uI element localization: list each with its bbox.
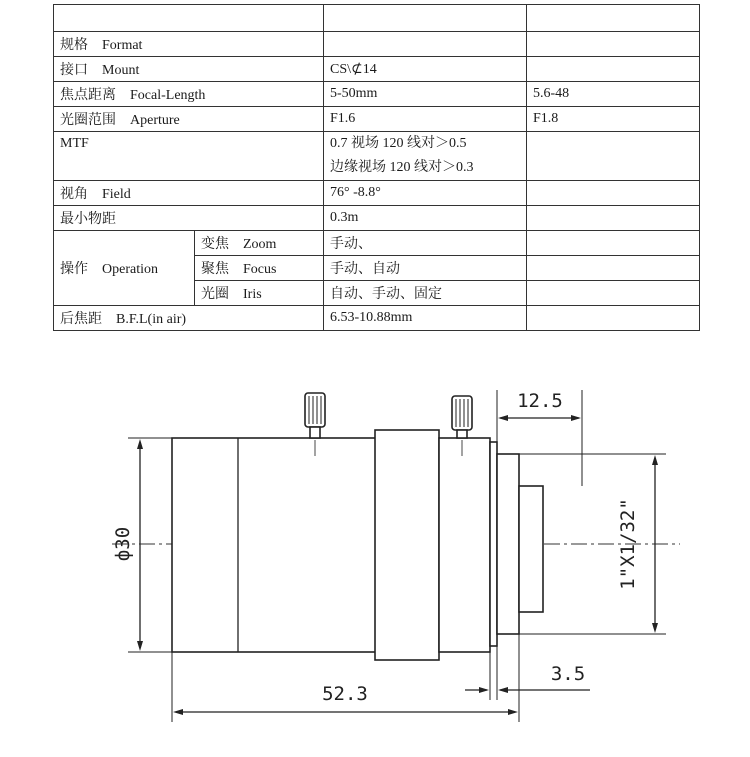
zoom-value-2	[527, 231, 700, 256]
table-row-focal-length	[54, 82, 700, 107]
lens-barrel-ring	[375, 430, 439, 660]
mount-value-2	[527, 57, 700, 82]
bfl-value: 6.53-10.88mm	[324, 306, 527, 331]
aperture-value: F1.6	[324, 107, 527, 132]
focus-value: 手动、自动	[324, 256, 527, 281]
thread-dimension-label: 1"X1/32"	[617, 498, 639, 590]
mtf-value: 0.7 视场 120 线对＞0.5 边缘视场 120 线对＞0.3	[324, 132, 527, 181]
mount-value: CS\⊄14	[324, 57, 527, 82]
iris-value: 自动、手动、固定	[324, 281, 527, 306]
field-value: 76° -8.8°	[324, 181, 527, 206]
zoom-label: 变焦 Zoom	[195, 231, 324, 256]
table-row-mount	[54, 57, 700, 82]
min-object-distance-label: 最小物距	[54, 206, 324, 231]
lens-dimension-drawing	[0, 360, 750, 757]
table-row-blank	[54, 5, 700, 32]
table-row-zoom	[54, 231, 700, 256]
table-row-bfl	[54, 306, 700, 331]
flange-dimension-label: 3.5	[550, 663, 586, 685]
focus-label: 聚焦 Focus	[195, 256, 324, 281]
lens-mount-thread	[497, 454, 519, 634]
diameter-dimension-label: ф30	[112, 526, 134, 562]
focal-length-value-2: 5.6-48	[527, 82, 700, 107]
bfl-label: 后焦距 B.F.L(in air)	[54, 306, 324, 331]
table-row-mtf	[54, 132, 700, 181]
format-value	[324, 32, 527, 57]
focal-length-label: 焦点距离 Focal-Length	[54, 82, 324, 107]
bfl-value-2	[527, 306, 700, 331]
lens-flange	[490, 442, 497, 646]
zoom-value: 手动、	[324, 231, 527, 256]
iris-value-2	[527, 281, 700, 306]
aperture-label: 光圈范围 Aperture	[54, 107, 324, 132]
mount-label: 接口 Mount	[54, 57, 324, 82]
iris-label: 光圈 Iris	[195, 281, 324, 306]
operation-label: 操作 Operation	[54, 231, 195, 306]
format-label: 规格 Format	[54, 32, 324, 57]
lens-barrel-rear	[439, 438, 490, 652]
min-object-distance-value-2	[527, 206, 700, 231]
rear-dimension-label: 12.5	[517, 390, 563, 412]
mtf-value-2	[527, 132, 700, 181]
aperture-value-2: F1.8	[527, 107, 700, 132]
format-value-2	[527, 32, 700, 57]
field-label: 视角 Field	[54, 181, 324, 206]
table-row-aperture	[54, 107, 700, 132]
min-object-distance-value: 0.3m	[324, 206, 527, 231]
focus-value-2	[527, 256, 700, 281]
spec-table	[53, 4, 700, 331]
lens-barrel-front	[172, 438, 376, 652]
mtf-label: MTF	[54, 132, 324, 181]
focal-length-value: 5-50mm	[324, 82, 527, 107]
table-row-min-object-distance	[54, 206, 700, 231]
length-dimension-label: 52.3	[322, 683, 368, 705]
table-row-format	[54, 32, 700, 57]
lens-rear-element	[519, 486, 543, 612]
table-row-field	[54, 181, 700, 206]
field-value-2	[527, 181, 700, 206]
